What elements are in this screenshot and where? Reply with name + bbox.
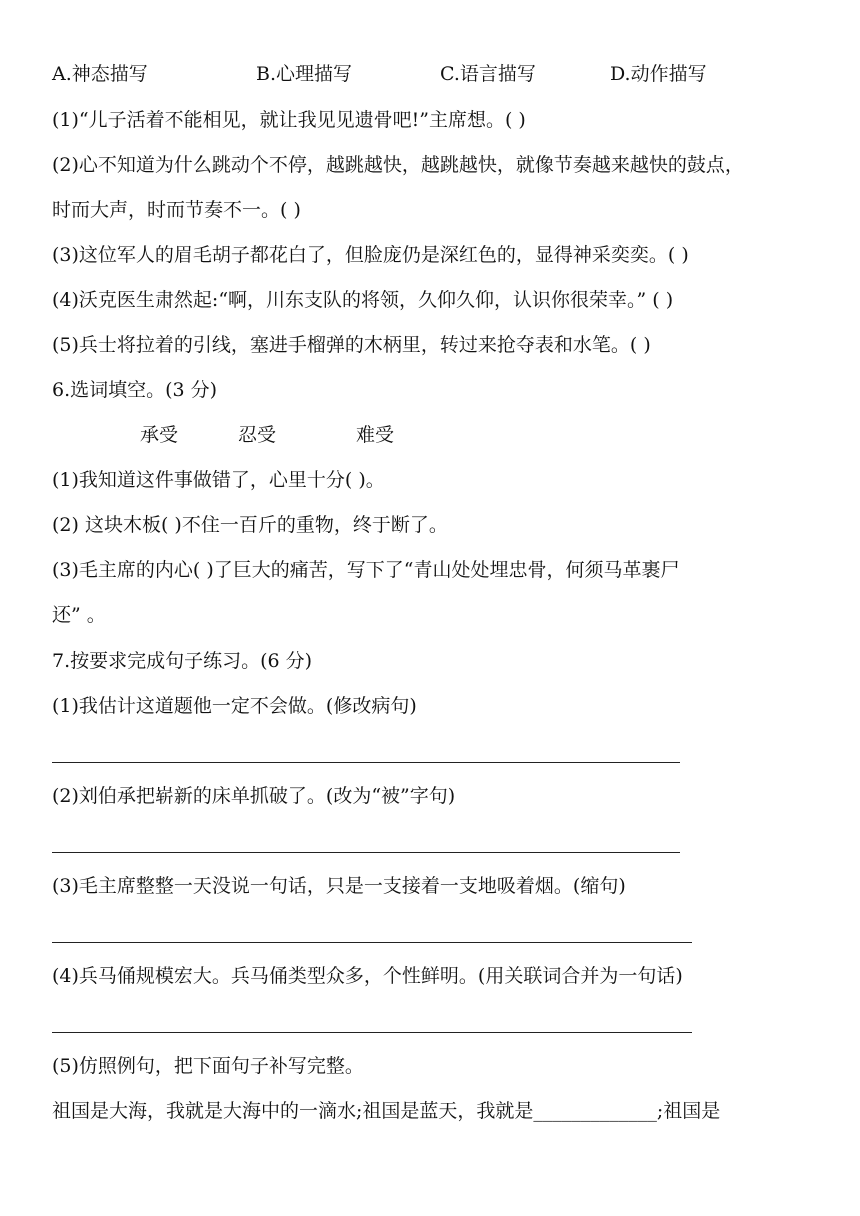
option-b: B.心理描写 (256, 63, 353, 85)
q6-word-3: 难受 (356, 424, 395, 446)
q5-item-2-line1: (2)心不知道为什么跳动个不停，越跳越快，越跳越快，就像节奏越来越快的鼓点， (52, 154, 744, 176)
q6-item-1: (1)我知道这件事做错了，心里十分( )。 (52, 469, 385, 491)
q6-item-3-line1: (3)毛主席的内心( )了巨大的痛苦，写下了“青山处处埋忠骨，何须马革裹尸 (52, 559, 680, 581)
q5-item-4: (4)沃克医生肃然起:“啊，川东支队的将领，久仰久仰，认识你很荣幸。” ( ) (52, 289, 674, 311)
q5-item-1: (1)“儿子活着不能相见，就让我见见遗骨吧!”主席想。( ) (52, 109, 526, 131)
q7-title: 7.按要求完成句子练习。(6 分) (52, 650, 313, 672)
q7-item-4: (4)兵马俑规模宏大。兵马俑类型众多，个性鲜明。(用关联词合并为一句话) (52, 965, 683, 987)
q7-item-3: (3)毛主席整整一天没说一句话，只是一支接着一支地吸着烟。(缩句) (52, 875, 626, 897)
answer-line-3[interactable] (52, 942, 692, 943)
q5-item-5: (5)兵士将拉着的引线，塞进手榴弹的木柄里，转过来抢夺表和水笔。( ) (52, 334, 651, 356)
q6-word-1: 承受 (140, 424, 179, 446)
q7-item-5: (5)仿照例句，把下面句子补写完整。 (52, 1055, 364, 1077)
answer-line-4[interactable] (52, 1032, 692, 1033)
q6-title: 6.选词填空。(3 分) (52, 379, 218, 401)
option-a: A.神态描写 (52, 63, 148, 85)
answer-line-1[interactable] (52, 762, 680, 763)
q7-item-2: (2)刘伯承把崭新的床单抓破了。(改为“被”字句) (52, 785, 456, 807)
q6-item-2: (2) 这块木板( )不住一百斤的重物，终于断了。 (52, 514, 448, 536)
option-d: D.动作描写 (610, 63, 707, 85)
option-c: C.语言描写 (440, 63, 536, 85)
q6-word-2: 忍受 (238, 424, 277, 446)
answer-line-2[interactable] (52, 852, 680, 853)
q5-item-3: (3)这位军人的眉毛胡子都花白了，但脸庞仍是深红色的，显得神采奕奕。( ) (52, 244, 689, 266)
q5-item-2-line2: 时而大声，时而节奏不一。( ) (52, 199, 301, 221)
q6-item-3-line2: 还” 。 (52, 604, 106, 626)
q7-item-5-sentence: 祖国是大海，我就是大海中的一滴水;祖国是蓝天，我就是_____________;祖国是 (52, 1100, 721, 1122)
q7-item-1: (1)我估计这道题他一定不会做。(修改病句) (52, 695, 417, 717)
